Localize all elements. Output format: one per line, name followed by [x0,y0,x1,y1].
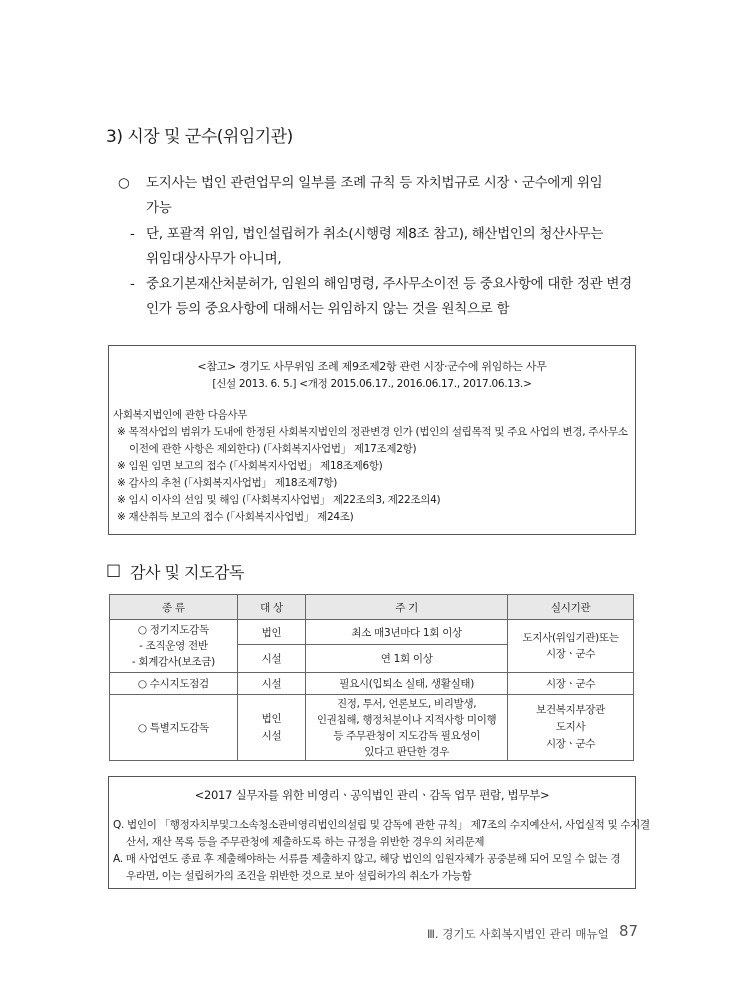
cell-line: 있다고 판단한 경우 [364,745,450,758]
table-cell: 연 1회 이상 [306,645,508,673]
section-heading: 3) 시장 및 군수(위임기관) [106,127,293,147]
answer-line: 우라면, 이는 설립허가의 조건을 위반한 것으로 보아 설립허가의 취소가 가능함 [126,870,472,882]
reference-item: ※ 임시 이사의 선임 및 해임 (「사회복지사업법」 제22조의3, 제22조의4) [117,494,441,506]
footer-text: Ⅲ. 경기도 사회복지법인 관리 매뉴얼 [427,927,609,941]
cell-line: 법인 [261,712,282,725]
cell-line: 시장ㆍ군수 [545,738,596,750]
cell-line: - 조직운영 전반 [139,640,208,652]
reference-item: ※ 임원 임면 보고의 접수 (「사회복지사업법」 제18조제6항) [117,460,383,472]
table-header: 대 상 [237,595,305,620]
table-cell: 시설 [237,645,305,673]
dash-bullet: - [130,226,135,242]
inspection-table [109,594,634,761]
qa-title: <2017 실무자를 위한 비영리ㆍ공익법인 관리ㆍ감독 업무 편람, 법무부> [194,788,550,802]
dash-bullet: - [130,276,135,292]
table-cell: ○ 수시지도점검 [110,673,238,695]
table-cell: 법인 [237,620,305,645]
question-line: 산서, 재산 목록 등을 주무관청에 제출하도록 하는 규정을 위반한 경우의 처리문제 [126,836,485,848]
answer-line: A. 매 사업연도 종료 후 제출해야하는 서류를 제출하지 않고, 해당 법인의 임원자체가 공중분해 되어 모일 수 없는 경 [113,853,621,865]
reference-subtitle: [신설 2013. 6. 5.] <개정 2015.06.17., 2016.06.17., 2017.06.13.> [212,378,532,390]
reference-box [108,345,636,535]
cell-line: 진정, 투서, 언론보도, 비리발생, [336,697,477,710]
cell-line: 시장ㆍ군수 [545,648,596,660]
table-cell [306,695,508,761]
table-cell: ○ 특별지도감독 [110,695,238,761]
cell-line: 보건복지부장관 [536,704,606,716]
page-number: 87 [619,922,639,940]
table-header: 종 류 [110,595,238,620]
para1-line1: 도지사는 법인 관련업무의 일부를 조례 규칙 등 자치법규로 시장ㆍ군수에게 위임 [146,175,603,191]
table-cell [110,620,238,673]
table-cell [508,620,634,673]
para2-line2: 위임대상사무가 아니며, [146,251,282,267]
reference-heading: 사회복지법인에 관한 다음사무 [113,409,248,421]
table-cell: 시장ㆍ군수 [508,673,634,695]
question-line: Q. 법인이 「행정자치부및그소속청소관비영리법인의설립 및 감독에 관한 규칙」 제7조의 수지예산서, 사업실적 및 수지결 [113,819,650,831]
table-cell: 최소 매3년마다 1회 이상 [306,620,508,645]
cell-line: 도지사(위임기관)또는 [522,632,619,644]
cell-line: 도지사 [555,721,586,733]
para1-line2: 가능 [146,200,172,216]
table-cell: 필요시(입퇴소 실태, 생활실태) [306,673,508,695]
cell-line: ○ 정기지도감독 [137,624,209,636]
table-cell [237,695,305,761]
reference-title: <참고> 경기도 사무위임 조례 제9조제2항 관련 시장·군수에 위임하는 사무 [197,360,547,373]
reference-item: ※ 목적사업의 범위가 도내에 한정된 사회복지법인의 정관변경 인가 (법인의 설립목적 및 주요 사업의 변경, 주사무소 [117,426,628,438]
table-cell: 시설 [237,673,305,695]
qa-box [108,776,650,889]
para2-line1: 단, 포괄적 위임, 법인설립허가 취소(시행령 제8조 참고), 해산법인의 청산사무는 [146,226,604,242]
table-cell [508,695,634,761]
cell-line: 인권침해, 행정처분이나 지적사항 미이행 [316,713,497,726]
reference-item: ※ 재산취득 보고의 접수 (「사회복지사업법」 제24조) [117,511,354,523]
reference-item: 이전에 관한 사항은 제외한다) (「사회복지사업법」 제17조제2항) [129,443,417,455]
table-header: 실시기관 [508,595,634,620]
reference-item: ※ 감사의 추천 (「사회복지사업법」 제18조제7항) [117,477,338,489]
circle-bullet: ○ [118,175,130,191]
cell-line: - 회계감사(보조금) [131,656,215,668]
cell-line: 시설 [261,729,282,742]
para3-line1: 중요기본재산처분허가, 임원의 해임명령, 주사무소이전 등 중요사항에 대한 정관 변경 [146,276,632,292]
cell-line: 등 주무관청이 지도감독 필요성이 [333,729,481,742]
checkbox-icon: □ [106,560,122,579]
section2-title: 감사 및 지도감독 [130,563,244,582]
table-header: 주 기 [306,595,508,620]
para3-line2: 인가 등의 중요사항에 대해서는 위임하지 않는 것을 원칙으로 함 [146,301,510,317]
